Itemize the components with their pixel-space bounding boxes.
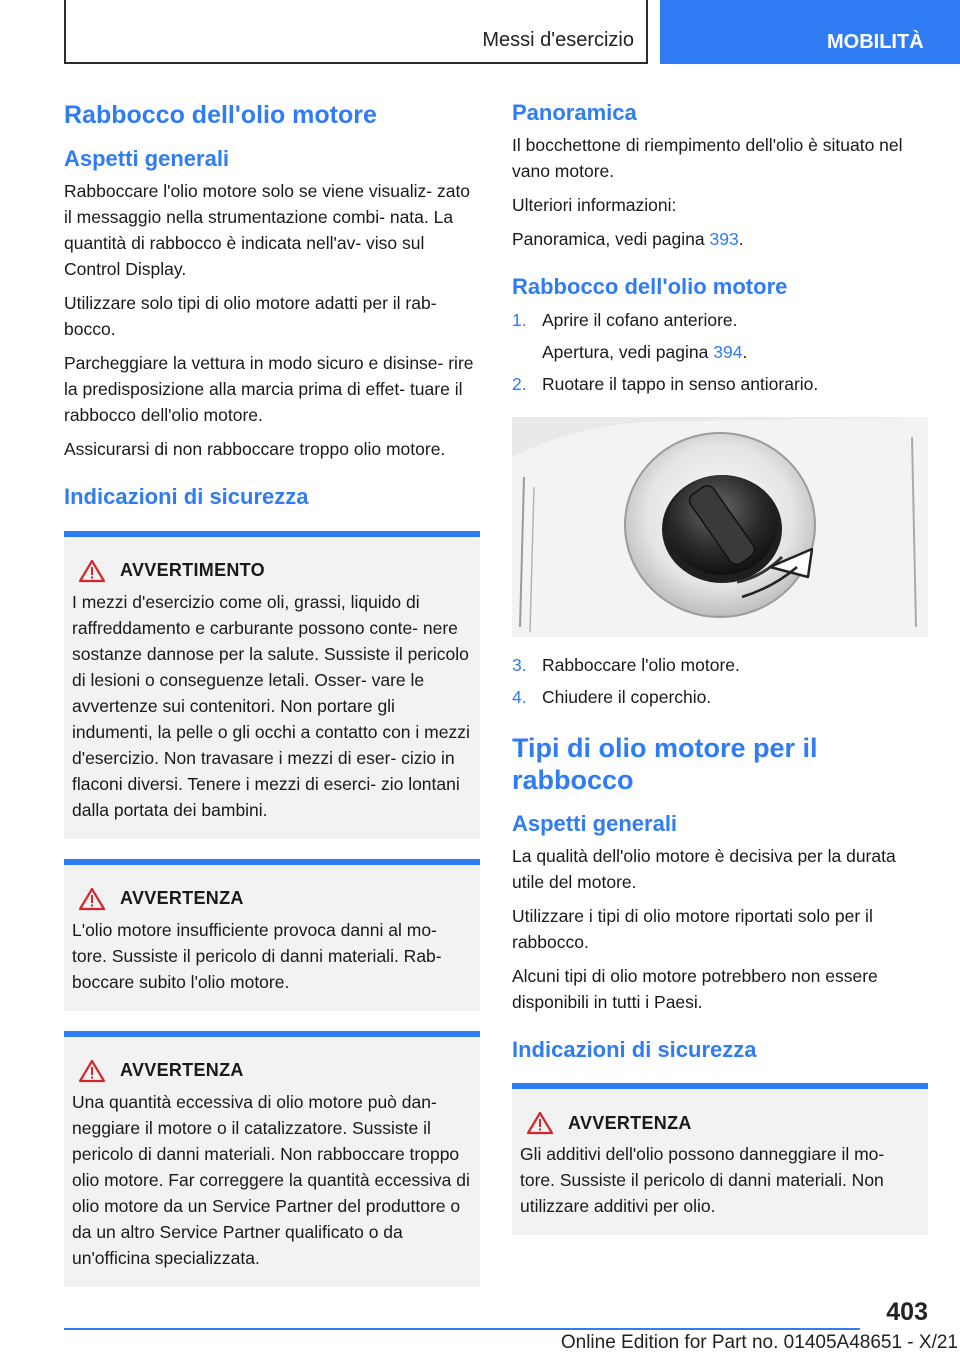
warning-title: AVVERTENZA (120, 1060, 244, 1081)
warning-title: AVVERTENZA (120, 888, 244, 909)
header-chapter-label: Messi d'esercizio (482, 29, 634, 51)
warning-triangle-icon (526, 1111, 554, 1135)
header-section-label: MOBILITÀ (827, 31, 924, 53)
section-title: Rabbocco dell'olio motore (64, 101, 377, 129)
overview-text: Il bocchettone di riempimento dell'olio è situato nel vano motore. (512, 135, 903, 182)
overview-reference: Panoramica, vedi pagina 393. (512, 229, 744, 250)
warning-box-3 (64, 1031, 480, 1287)
general-paragraph-4: Assicurarsi di non rabboccare troppo olio motore. (64, 439, 446, 460)
page-link-394[interactable]: 394 (713, 341, 743, 362)
warning-title: AVVERTIMENTO (120, 560, 265, 581)
oil-types-general-heading: Aspetti generali (512, 810, 678, 836)
oil-types-safety-heading: Indicazioni di sicurezza (512, 1036, 757, 1062)
warning-box-1 (64, 531, 480, 839)
step-text: Aprire il cofano anteriore. (542, 309, 738, 330)
footer-divider (64, 1328, 860, 1330)
oil-cap-illustration (512, 417, 928, 637)
header-chapter-tab (64, 0, 648, 64)
list-item (512, 307, 928, 365)
list-item (512, 684, 928, 710)
overview-heading: Panoramica (512, 100, 637, 125)
step-number: 1. (512, 309, 527, 330)
warning-text: L'olio motore insufficiente provoca danni al mo‐ tore. Sussiste il pericolo di danni materiali. Rab‐ boccare subito l'olio motore. (72, 919, 442, 992)
refill-steps (512, 307, 928, 397)
list-item (512, 652, 928, 678)
oil-types-paragraph-2: Utilizzare i tipi di olio motore riportati solo per il rabbocco. (512, 905, 873, 952)
warning-triangle-icon (78, 887, 106, 911)
right-column (512, 100, 928, 1255)
step-text: Chiudere il coperchio. (542, 686, 712, 707)
step-text: Ruotare il tappo in senso antiorario. (542, 373, 819, 394)
warning-box-2 (64, 859, 480, 1011)
warning-text: Gli additivi dell'olio possono danneggiare il mo‐ tore. Sussiste il pericolo di danni materiali. Non utilizzare additivi per olio. (520, 1144, 885, 1217)
page-number: 403 (886, 1298, 928, 1326)
warning-text: I mezzi d'esercizio come oli, grassi, liquido di raffreddamento e carburante possono conte‐ nere sostanze dannose per la salute. Sussiste il pericolo di lesioni o conseguenze letali. Osser‐ vare le avvertenze sui contenitori. Non portare gli indumenti, la pelle o gli occhi a contatto con i mezzi d'esercizio. Non travasare i mezzi di eser‐ cizio in flaconi diversi. Tenere i mezzi di eserci‐ zio lontani dalla portata dei bambini. (72, 591, 470, 820)
list-item (512, 371, 928, 397)
warning-triangle-icon (78, 559, 106, 583)
step-number: 4. (512, 686, 527, 707)
warning-title: AVVERTENZA (568, 1112, 692, 1133)
page-link-393[interactable]: 393 (709, 229, 739, 250)
header-section-tab (660, 0, 960, 64)
step-reference: Apertura, vedi pagina 394. (542, 341, 748, 362)
general-paragraph-1: Rabboccare l'olio motore solo se viene visualiz‐ zato il messaggio nella strumentazione combi‐ nata. La quantità di rabbocco è indicata nell'av‐ viso sul Control Display. (64, 181, 471, 280)
more-info-label: Ulteriori informazioni: (512, 195, 677, 216)
step-number: 2. (512, 373, 527, 394)
left-column (64, 100, 480, 1307)
general-heading: Aspetti generali (64, 146, 230, 171)
refill-heading: Rabbocco dell'olio motore (512, 274, 788, 300)
step-number: 3. (512, 654, 527, 675)
refill-steps-continued (512, 652, 928, 710)
oil-types-paragraph-3: Alcuni tipi di olio motore potrebbero non essere disponibili in tutti i Paesi. (512, 965, 878, 1012)
footer-edition: Online Edition for Part no. 01405A48651 - X/21 (560, 1332, 958, 1353)
warning-triangle-icon (78, 1059, 106, 1083)
general-paragraph-3: Parcheggiare la vettura in modo sicuro e disinse‐ rire la predisposizione alla marcia prima di effet‐ tuare il rabbocco dell'olio motore. (64, 353, 474, 426)
oil-types-paragraph-1: La qualità dell'olio motore è decisiva per la durata utile del motore. (512, 845, 896, 892)
warning-box-4 (512, 1083, 928, 1235)
warning-text: Una quantità eccessiva di olio motore può dan‐ neggiare il motore o il catalizzatore. Sussiste il pericolo di danni materiali. Non rabboccare troppo olio motore. Far correggere la quantità eccessiva di olio motore da un Service Partner del produttore o da un altro Service Partner qualificato o da un'officina specializzata. (72, 1091, 470, 1268)
step-text: Rabboccare l'olio motore. (542, 654, 740, 675)
general-paragraph-2: Utilizzare solo tipi di olio motore adatti per il rab‐ bocco. (64, 293, 437, 340)
safety-heading: Indicazioni di sicurezza (64, 484, 309, 510)
oil-types-title: Tipi di olio motore per il rabbocco (512, 732, 818, 796)
